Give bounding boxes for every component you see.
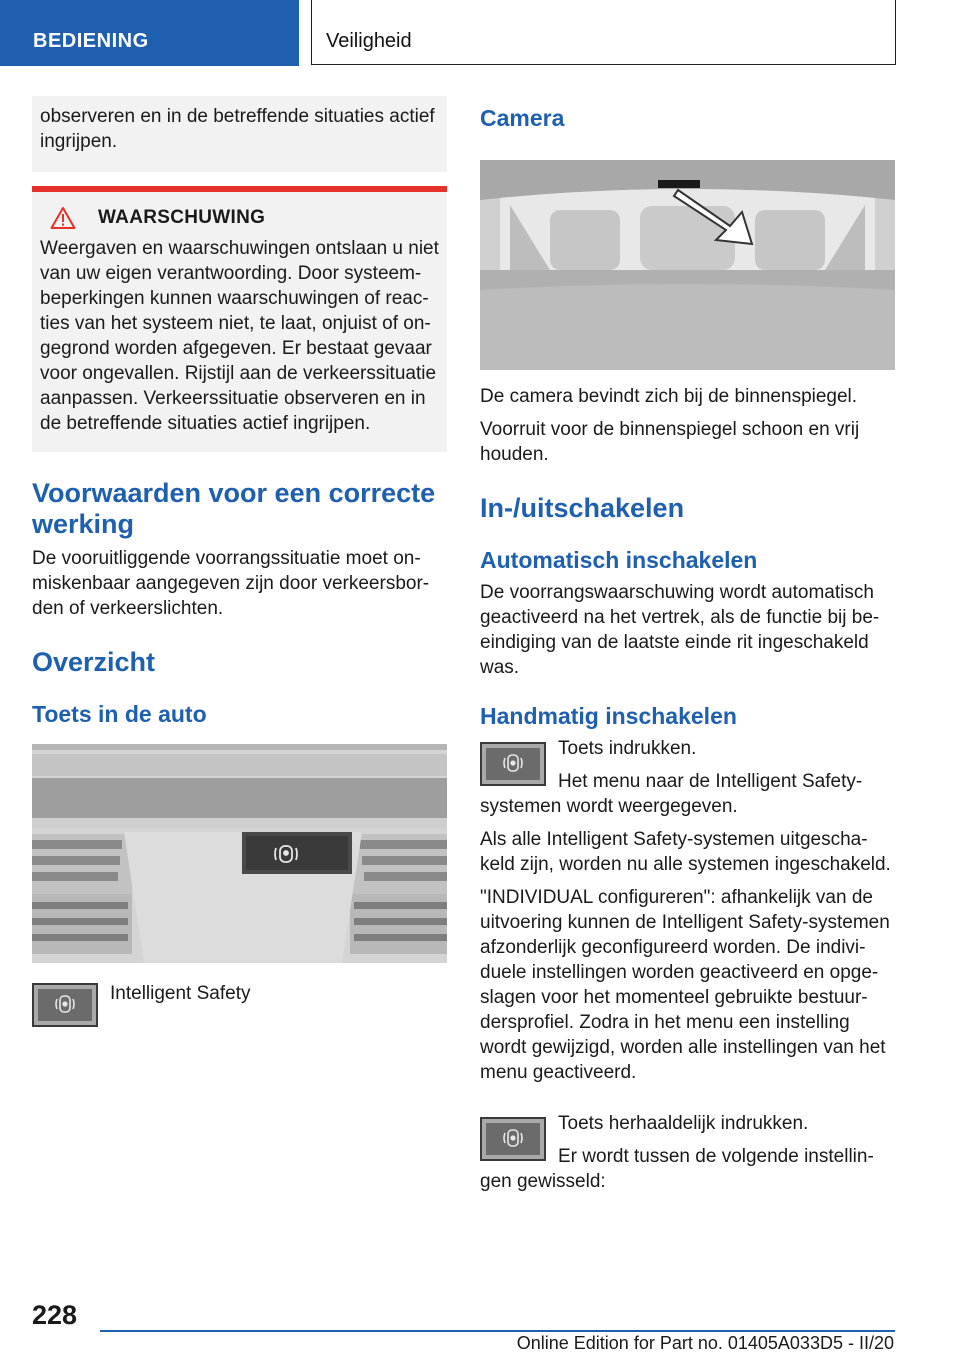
intelligent-safety-key-image (480, 742, 546, 786)
individual-text: "INDIVIDUAL configureren": afhankelijk van de uitvoering kunnen de Intelligent Safety-systemen afzonderlijk geconfigureerd worden. De indivi-duele instellingen worden geactiveerd en opge-slagen voor het momenteel gebruikte bestuur-dersprofiel. Zodra in het menu een instelling wordt gewijzigd, worden alle instellingen van het menu geactiveerd. (480, 887, 890, 1083)
intelligent-safety-key-image (32, 983, 98, 1027)
left-column (32, 96, 447, 1027)
step2-line-c: gen gewisseld: (480, 1171, 606, 1192)
step1-line-b: Het menu naar de Intelligent Safety- (558, 771, 863, 792)
key-legend (32, 983, 447, 1027)
all-systems-text: Als alle Intelligent Safety-systemen uitgescha-keld zijn, worden nu alle systemen ingeschakeld. (480, 829, 891, 875)
step1-line-c: systemen wordt weergegeven. (480, 796, 738, 817)
intelligent-safety-icon (55, 994, 75, 1016)
page-number: 228 (32, 1300, 78, 1330)
manual-step-1 (480, 736, 895, 794)
camera-text-2: Voorruit voor de binnenspiegel schoon en vrij houden. (480, 419, 860, 465)
dashboard-button-photo (32, 744, 447, 963)
header-section-label: BEDIENING (33, 30, 149, 52)
warning-triangle-icon (50, 206, 76, 230)
step2-line-b: Er wordt tussen de volgende instellin- (558, 1146, 874, 1167)
conditions-text: De vooruitliggende voorrangssituatie moet on-miskenbaar aangegeven zijn door verkeersbor-den of verkeerslichten. (32, 548, 430, 619)
key-label: Intelligent Safety (110, 983, 251, 1004)
right-column (480, 104, 895, 1194)
auto-on-text: De voorrangswaarschuwing wordt automatisch geactiveerd na het vertrek, als de functie bij be-eindiging van de laatste einde rit ingeschakeld was. (480, 582, 880, 678)
intro-text: observeren en in de betreffende situaties actief ingrijpen. (40, 106, 435, 152)
intelligent-safety-icon (503, 1128, 523, 1150)
step1-line-a: Toets indrukken. (558, 738, 697, 759)
warning-title: WAARSCHUWING (98, 207, 266, 228)
intro-box (32, 96, 447, 172)
heading-camera: Camera (480, 105, 565, 131)
manual-step-2 (480, 1111, 895, 1169)
heading-manual-on: Handmatig inschakelen (480, 703, 737, 729)
footer-edition: Online Edition for Part no. 01405A033D5 - II/20 (516, 1333, 894, 1353)
intelligent-safety-key-image (480, 1117, 546, 1161)
footer-rule (100, 1330, 895, 1332)
heading-button-in-car: Toets in de auto (32, 701, 207, 727)
heading-on-off: In-/uitschakelen (480, 493, 685, 523)
header-chapter-label: Veiligheid (326, 30, 412, 52)
camera-location-photo (480, 160, 895, 370)
step2-line-a: Toets herhaaldelijk indrukken. (558, 1113, 809, 1134)
warning-header (50, 206, 439, 230)
heading-conditions: Voorwaarden voor een correcte werking (32, 478, 436, 539)
header-section-tab (0, 0, 299, 66)
heading-overview: Overzicht (32, 647, 156, 677)
heading-auto-on: Automatisch inschakelen (480, 547, 758, 573)
warning-text: Weergaven en waarschuwingen ontslaan u niet van uw eigen verantwoording. Door systeem-beperkingen kunnen waarschuwingen of reac-ties van het systeem niet, te laat, onjuist of on-gegrond worden afgegeven. Er bestaat gevaar voor ongevallen. Rijstijl aan de verkeerssituatie aanpassen. Verkeerssituatie observeren en in de betreffende situaties actief ingrijpen. (40, 238, 439, 434)
header-chapter-box (311, 0, 896, 65)
warning-box (32, 186, 447, 452)
camera-text-1: De camera bevindt zich bij de binnenspiegel. (480, 386, 858, 407)
intelligent-safety-icon (503, 753, 523, 775)
